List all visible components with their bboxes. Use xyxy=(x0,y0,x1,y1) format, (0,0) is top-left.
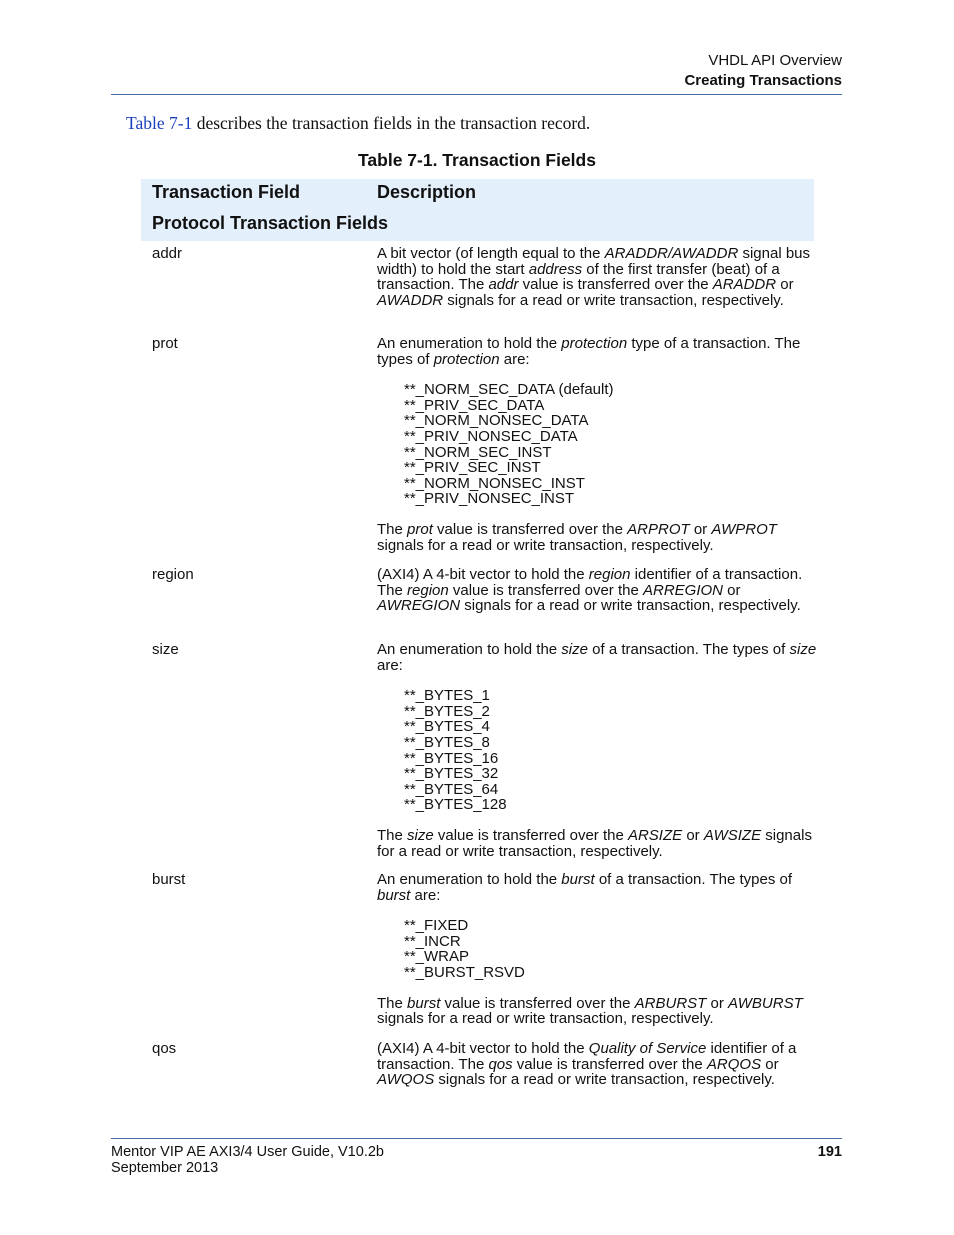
italic-term: Quality of Service xyxy=(588,1040,707,1057)
text-run: of a transaction. The types of xyxy=(594,871,792,888)
text-run: An enumeration to hold the xyxy=(377,871,562,888)
desc-text xyxy=(377,1041,817,1088)
text-run: The xyxy=(377,826,408,844)
enum-list xyxy=(377,918,817,980)
text-run: are: xyxy=(377,656,403,674)
text-run: signals for a read or write transaction, respectively. xyxy=(377,1010,714,1028)
italic-term: ARSIZE xyxy=(627,826,683,844)
text-run: or xyxy=(682,826,704,844)
text-run: or xyxy=(689,520,712,538)
text-run: are: xyxy=(499,350,530,368)
field-name-size: size xyxy=(152,641,179,658)
field-name-qos: qos xyxy=(152,1040,177,1057)
italic-term: AWQOS xyxy=(377,1071,435,1089)
desc-text xyxy=(377,522,817,553)
text-run: The xyxy=(377,994,408,1012)
text-run: value is transferred over the xyxy=(448,581,643,599)
text-run: value is transferred over the xyxy=(432,520,628,538)
table-caption: Table 7-1. Transaction Fields xyxy=(358,150,596,170)
text-run: identifier of a transaction. The xyxy=(377,566,803,599)
desc-text xyxy=(377,642,817,673)
text-run: signal bus width) to hold the start xyxy=(377,245,811,278)
text-run: value is transferred over the xyxy=(518,276,713,294)
text-run: A bit vector (of length equal to the xyxy=(377,245,605,262)
column-header-field: Transaction Field xyxy=(152,182,301,202)
header-subsection: Creating Transactions xyxy=(684,72,842,89)
desc-text xyxy=(377,872,817,903)
text-run: signals for a read or write transaction, respectively. xyxy=(377,826,812,860)
italic-term: size xyxy=(561,641,588,658)
field-desc-addr xyxy=(377,246,817,308)
italic-term: AWADDR xyxy=(377,291,444,309)
enum-item: **_FIXED xyxy=(404,917,469,935)
desc-text xyxy=(377,246,817,308)
italic-term: qos xyxy=(488,1055,513,1073)
italic-term: burst xyxy=(407,994,441,1012)
text-run: identifier of a transaction. The xyxy=(377,1040,797,1073)
text-run: signals for a read or write transaction, respectively. xyxy=(377,536,714,554)
italic-term: ARADDR xyxy=(712,276,777,294)
text-run: or xyxy=(776,276,794,294)
enum-item: **_BYTES_128 xyxy=(404,796,507,814)
enum-item: **_WRAP xyxy=(404,948,470,966)
italic-term: protection xyxy=(561,335,628,352)
italic-term: addr xyxy=(488,276,519,294)
field-name-addr: addr xyxy=(152,245,183,262)
italic-term: region xyxy=(407,581,449,599)
footer-date: September 2013 xyxy=(111,1160,219,1176)
italic-term: ARQOS xyxy=(706,1055,762,1073)
italic-term: size xyxy=(407,826,434,844)
footer-left xyxy=(111,1144,384,1176)
intro-text: describes the transaction fields in the transaction record. xyxy=(192,113,591,133)
italic-term: ARBURST xyxy=(634,994,707,1012)
header-rule xyxy=(111,94,842,95)
desc-text xyxy=(377,336,817,367)
text-run: signals for a read or write transaction, respectively. xyxy=(434,1071,775,1089)
enum-item: **_BYTES_64 xyxy=(404,780,499,798)
enum-list xyxy=(377,688,817,813)
running-header xyxy=(684,51,842,91)
italic-term: ARPROT xyxy=(627,520,690,538)
enum-item: **_PRIV_SEC_INST xyxy=(404,459,541,477)
enum-item: **_PRIV_NONSEC_DATA xyxy=(404,427,578,445)
field-name-prot: prot xyxy=(152,335,178,352)
italic-term: protection xyxy=(433,350,500,368)
enum-item: **_BYTES_32 xyxy=(404,765,499,783)
field-desc-prot xyxy=(377,336,817,553)
enum-item: **_NORM_NONSEC_DATA xyxy=(404,412,589,430)
italic-term: AWREGION xyxy=(377,597,461,615)
enum-item: **_BYTES_2 xyxy=(404,702,490,720)
enum-item: **_NORM_SEC_DATA (default) xyxy=(404,381,614,399)
enum-item: **_BYTES_16 xyxy=(404,749,499,767)
desc-text xyxy=(377,828,817,859)
text-run: of the first transfer (beat) of a transaction. The xyxy=(377,260,780,294)
enum-list xyxy=(377,382,817,507)
enum-item: **_PRIV_NONSEC_INST xyxy=(404,490,575,508)
text-run: value is transferred over the xyxy=(440,994,635,1012)
italic-term: burst xyxy=(561,871,595,888)
intro-paragraph xyxy=(126,113,590,134)
header-section: VHDL API Overview xyxy=(708,52,842,69)
group-header: Protocol Transaction Fields xyxy=(152,213,389,233)
field-name-burst: burst xyxy=(152,871,186,888)
text-run: signals for a read or write transaction, respectively. xyxy=(443,291,784,309)
enum-item: **_NORM_NONSEC_INST xyxy=(404,474,585,492)
field-desc-region xyxy=(377,567,817,614)
table-link[interactable]: Table 7-1 xyxy=(126,113,193,133)
italic-term: address xyxy=(528,260,583,278)
text-run: (AXI4) A 4-bit vector to hold the xyxy=(377,566,589,583)
text-run: or xyxy=(706,994,729,1012)
italic-term: size xyxy=(789,641,817,658)
text-run: or xyxy=(723,581,741,599)
italic-term: region xyxy=(588,566,631,583)
italic-term: AWPROT xyxy=(711,520,777,538)
desc-text xyxy=(377,567,817,614)
text-run: or xyxy=(761,1055,779,1073)
italic-term: ARADDR/AWADDR xyxy=(604,245,739,262)
text-run: are: xyxy=(410,886,441,904)
italic-term: AWBURST xyxy=(728,994,803,1012)
field-desc-qos xyxy=(377,1041,817,1088)
field-desc-size xyxy=(377,642,817,859)
text-run: The xyxy=(377,520,408,538)
page-number: 191 xyxy=(817,1144,842,1160)
enum-item: **_INCR xyxy=(404,932,461,950)
text-run: An enumeration to hold the xyxy=(377,335,562,352)
field-name-region: region xyxy=(152,566,194,583)
enum-item: **_PRIV_SEC_DATA xyxy=(404,396,545,414)
footer-rule xyxy=(111,1138,842,1139)
text-run: An enumeration to hold the xyxy=(377,641,562,658)
italic-term: AWSIZE xyxy=(703,826,762,844)
enum-item: **_BYTES_1 xyxy=(404,687,490,705)
field-desc-burst xyxy=(377,872,817,1027)
text-run: of a transaction. The types of xyxy=(587,641,790,658)
enum-item: **_BYTES_4 xyxy=(404,718,490,736)
enum-item: **_NORM_SEC_INST xyxy=(404,443,552,461)
desc-text xyxy=(377,996,817,1027)
column-header-description: Description xyxy=(377,182,477,202)
text-run: value is transferred over the xyxy=(512,1055,707,1073)
italic-term: ARREGION xyxy=(642,581,723,599)
text-run: type of a transaction. The types of xyxy=(377,335,801,368)
footer-guide: Mentor VIP AE AXI3/4 User Guide, V10.2b xyxy=(111,1144,384,1160)
text-run: (AXI4) A 4-bit vector to hold the xyxy=(377,1040,589,1057)
text-run: signals for a read or write transaction, respectively. xyxy=(460,597,801,615)
text-run: value is transferred over the xyxy=(433,826,628,844)
enum-item: **_BYTES_8 xyxy=(404,733,490,751)
enum-item: **_BURST_RSVD xyxy=(404,963,525,981)
italic-term: burst xyxy=(377,886,411,904)
italic-term: prot xyxy=(407,520,433,538)
